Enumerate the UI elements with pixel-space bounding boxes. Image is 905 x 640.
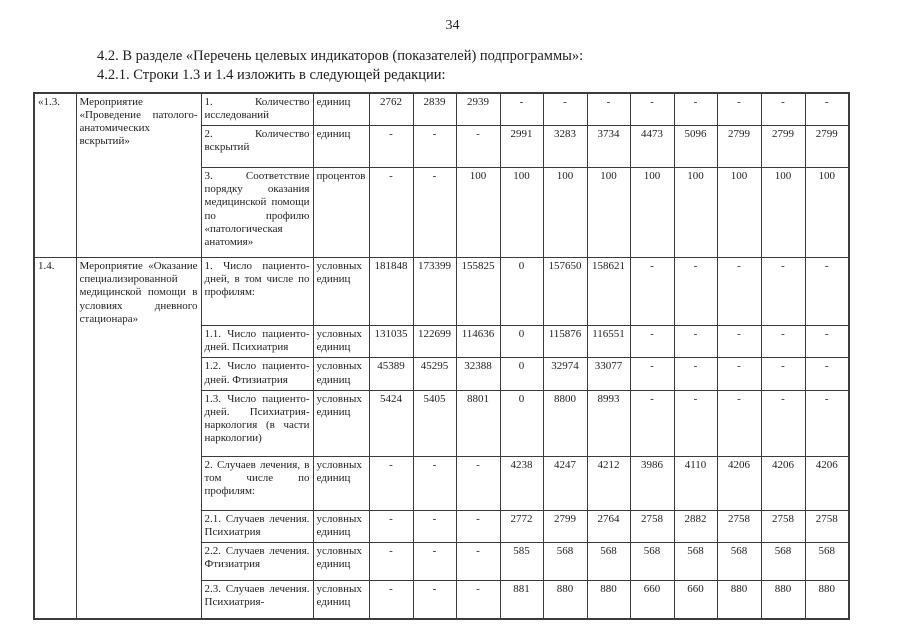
indicator-value-cell: - xyxy=(456,510,500,542)
indicator-value-cell: - xyxy=(413,581,456,620)
indicator-value-cell: - xyxy=(674,390,717,456)
indicator-value-cell: - xyxy=(674,258,717,326)
indicator-value-cell: 100 xyxy=(587,168,630,258)
indicator-value-cell: 100 xyxy=(630,168,674,258)
indicator-value-cell: 2939 xyxy=(456,93,500,126)
indicator-value-cell: - xyxy=(630,390,674,456)
indicator-value-cell: - xyxy=(456,543,500,581)
indicator-value-cell: 2758 xyxy=(761,510,805,542)
indicator-value-cell: - xyxy=(674,326,717,358)
indicator-value-cell: 585 xyxy=(500,543,543,581)
indicator-value-cell: - xyxy=(369,543,413,581)
indicator-value-cell: - xyxy=(413,510,456,542)
indicator-value-cell: 45389 xyxy=(369,358,413,390)
indicator-unit-cell: условных единиц xyxy=(313,358,369,390)
indicator-unit-cell: условных единиц xyxy=(313,258,369,326)
indicator-value-cell: - xyxy=(500,93,543,126)
indicator-name-cell: 2.1. Случаев лечения. Психиатрия xyxy=(201,510,313,542)
indicator-value-cell: 173399 xyxy=(413,258,456,326)
indicator-name-cell: 1.2. Число пациенто-дней. Фтизиатрия xyxy=(201,358,313,390)
indicators-table xyxy=(33,92,850,621)
indicator-value-cell: 100 xyxy=(543,168,587,258)
indicator-value-cell: 4206 xyxy=(805,456,849,510)
indicator-value-cell: - xyxy=(805,358,849,390)
indicator-value-cell: 2839 xyxy=(413,93,456,126)
indicator-value-cell: 568 xyxy=(630,543,674,581)
indicator-name-cell: 1.3. Число пациенто-дней. Психиатрия-наркология (в части наркологии) xyxy=(201,390,313,456)
indicator-unit-cell: условных единиц xyxy=(313,510,369,542)
indicator-value-cell: 2799 xyxy=(805,126,849,168)
activity-name-cell: Мероприятие «Проведение патолого-анатомических вскрытий» xyxy=(76,93,201,258)
indicator-value-cell: 3986 xyxy=(630,456,674,510)
indicator-value-cell: - xyxy=(761,93,805,126)
indicator-value-cell: - xyxy=(413,543,456,581)
indicator-value-cell: 45295 xyxy=(413,358,456,390)
indicator-row xyxy=(34,258,849,326)
indicator-value-cell: - xyxy=(456,581,500,620)
indicator-value-cell: - xyxy=(717,326,761,358)
indicator-value-cell: - xyxy=(717,358,761,390)
indicator-value-cell: 3734 xyxy=(587,126,630,168)
indicator-value-cell: - xyxy=(717,93,761,126)
indicator-value-cell: 568 xyxy=(717,543,761,581)
indicator-value-cell: 5096 xyxy=(674,126,717,168)
indicator-value-cell: 2764 xyxy=(587,510,630,542)
indicator-value-cell: 880 xyxy=(805,581,849,620)
indicator-unit-cell: процентов xyxy=(313,168,369,258)
indicator-value-cell: - xyxy=(630,258,674,326)
indicator-value-cell: 100 xyxy=(761,168,805,258)
indicator-value-cell: 660 xyxy=(630,581,674,620)
indicator-value-cell: 8800 xyxy=(543,390,587,456)
indicator-value-cell: 880 xyxy=(587,581,630,620)
indicator-value-cell: - xyxy=(369,168,413,258)
indicator-value-cell: 4238 xyxy=(500,456,543,510)
indicator-value-cell: 4247 xyxy=(543,456,587,510)
indicator-value-cell: 880 xyxy=(543,581,587,620)
indicator-value-cell: - xyxy=(630,358,674,390)
indicator-value-cell: - xyxy=(674,358,717,390)
indicator-value-cell: 2991 xyxy=(500,126,543,168)
indicator-unit-cell: условных единиц xyxy=(313,543,369,581)
indicator-value-cell: 880 xyxy=(717,581,761,620)
indicator-value-cell: 568 xyxy=(674,543,717,581)
indicator-value-cell: 660 xyxy=(674,581,717,620)
indicator-value-cell: - xyxy=(805,326,849,358)
indicator-name-cell: 2. Случаев лечения, в том числе по профилям: xyxy=(201,456,313,510)
indicator-name-cell: 1. Число пациенто-дней, в том числе по профилям: xyxy=(201,258,313,326)
indicator-value-cell: 4206 xyxy=(761,456,805,510)
indicator-value-cell: 33077 xyxy=(587,358,630,390)
indicator-value-cell: 568 xyxy=(587,543,630,581)
indicator-value-cell: 5424 xyxy=(369,390,413,456)
intro-paragraphs xyxy=(97,47,850,85)
indicator-value-cell: 4473 xyxy=(630,126,674,168)
indicator-unit-cell: условных единиц xyxy=(313,326,369,358)
indicator-value-cell: 2772 xyxy=(500,510,543,542)
indicator-value-cell: 4110 xyxy=(674,456,717,510)
indicator-value-cell: 3283 xyxy=(543,126,587,168)
indicator-value-cell: - xyxy=(761,326,805,358)
indicator-value-cell: 100 xyxy=(674,168,717,258)
indicator-value-cell: 100 xyxy=(805,168,849,258)
indicator-value-cell: - xyxy=(717,258,761,326)
indicators-table-body xyxy=(34,93,849,620)
indicator-value-cell: - xyxy=(369,456,413,510)
indicator-value-cell: 155825 xyxy=(456,258,500,326)
indicator-value-cell: - xyxy=(543,93,587,126)
indicator-value-cell: - xyxy=(761,258,805,326)
indicator-value-cell: 8993 xyxy=(587,390,630,456)
indicator-value-cell: - xyxy=(369,126,413,168)
indicator-value-cell: - xyxy=(674,93,717,126)
indicator-value-cell: - xyxy=(630,93,674,126)
indicator-value-cell: 4206 xyxy=(717,456,761,510)
row-number-cell: «1.3. xyxy=(34,93,76,258)
indicator-value-cell: - xyxy=(805,258,849,326)
indicator-value-cell: - xyxy=(630,326,674,358)
indicator-unit-cell: единиц xyxy=(313,126,369,168)
indicator-row xyxy=(34,93,849,126)
indicator-value-cell: 5405 xyxy=(413,390,456,456)
indicator-value-cell: 181848 xyxy=(369,258,413,326)
page-number: 34 xyxy=(445,18,460,33)
indicator-value-cell: - xyxy=(369,510,413,542)
indicator-value-cell: - xyxy=(413,126,456,168)
indicator-value-cell: 100 xyxy=(717,168,761,258)
indicator-value-cell: - xyxy=(761,390,805,456)
indicator-value-cell: 2762 xyxy=(369,93,413,126)
indicator-value-cell: 0 xyxy=(500,326,543,358)
indicator-value-cell: 131035 xyxy=(369,326,413,358)
indicator-value-cell: - xyxy=(413,456,456,510)
indicator-value-cell: 880 xyxy=(761,581,805,620)
indicator-value-cell: 568 xyxy=(805,543,849,581)
indicator-value-cell: - xyxy=(761,358,805,390)
indicator-value-cell: 158621 xyxy=(587,258,630,326)
activity-name-cell: Мероприятие «Оказание специализированной медицинской помощи в условиях дневного стационара» xyxy=(76,258,201,620)
indicator-value-cell: 2799 xyxy=(717,126,761,168)
indicator-unit-cell: условных единиц xyxy=(313,390,369,456)
indicator-name-cell: 1.1. Число пациенто-дней. Психиатрия xyxy=(201,326,313,358)
indicator-value-cell: - xyxy=(805,93,849,126)
indicator-value-cell: 32974 xyxy=(543,358,587,390)
indicator-value-cell: 568 xyxy=(543,543,587,581)
indicator-value-cell: 122699 xyxy=(413,326,456,358)
indicator-value-cell: 115876 xyxy=(543,326,587,358)
indicator-value-cell: - xyxy=(805,390,849,456)
paragraph-section-4-2: 4.2. В разделе «Перечень целевых индикаторов (показателей) подпрограммы»: xyxy=(97,48,584,64)
indicator-value-cell: 32388 xyxy=(456,358,500,390)
indicator-value-cell: - xyxy=(369,581,413,620)
indicator-value-cell: 2758 xyxy=(717,510,761,542)
indicator-value-cell: 2799 xyxy=(761,126,805,168)
indicator-name-cell: 2.2. Случаев лечения. Фтизиатрия xyxy=(201,543,313,581)
paragraph-section-4-2-1: 4.2.1. Строки 1.3 и 1.4 изложить в следующей редакции: xyxy=(97,66,446,83)
indicator-value-cell: 0 xyxy=(500,258,543,326)
indicator-value-cell: - xyxy=(587,93,630,126)
indicator-value-cell: 0 xyxy=(500,390,543,456)
row-number-cell: 1.4. xyxy=(34,258,76,620)
indicator-value-cell: 2799 xyxy=(543,510,587,542)
indicator-name-cell: 2.3. Случаев лечения. Психиатрия- xyxy=(201,581,313,620)
indicator-value-cell: 881 xyxy=(500,581,543,620)
indicator-name-cell: 3. Соответствие порядку оказания медицинской помощи по профилю «патологическая анатомия» xyxy=(201,168,313,258)
indicator-value-cell: 4212 xyxy=(587,456,630,510)
indicator-value-cell: 8801 xyxy=(456,390,500,456)
indicator-value-cell: 0 xyxy=(500,358,543,390)
indicator-value-cell: - xyxy=(456,456,500,510)
indicator-value-cell: - xyxy=(413,168,456,258)
indicator-value-cell: 2758 xyxy=(630,510,674,542)
indicator-value-cell: 2882 xyxy=(674,510,717,542)
indicator-value-cell: 114636 xyxy=(456,326,500,358)
indicator-value-cell: - xyxy=(717,390,761,456)
indicator-value-cell: 100 xyxy=(456,168,500,258)
indicator-name-cell: 2. Количество вскрытий xyxy=(201,126,313,168)
indicator-value-cell: 2758 xyxy=(805,510,849,542)
indicator-unit-cell: условных единиц xyxy=(313,581,369,620)
indicator-value-cell: 157650 xyxy=(543,258,587,326)
indicator-name-cell: 1. Количество исследований xyxy=(201,93,313,126)
indicator-value-cell: 100 xyxy=(500,168,543,258)
indicator-value-cell: 568 xyxy=(761,543,805,581)
indicator-unit-cell: условных единиц xyxy=(313,456,369,510)
indicator-value-cell: - xyxy=(456,126,500,168)
indicator-value-cell: 116551 xyxy=(587,326,630,358)
indicator-unit-cell: единиц xyxy=(313,93,369,126)
